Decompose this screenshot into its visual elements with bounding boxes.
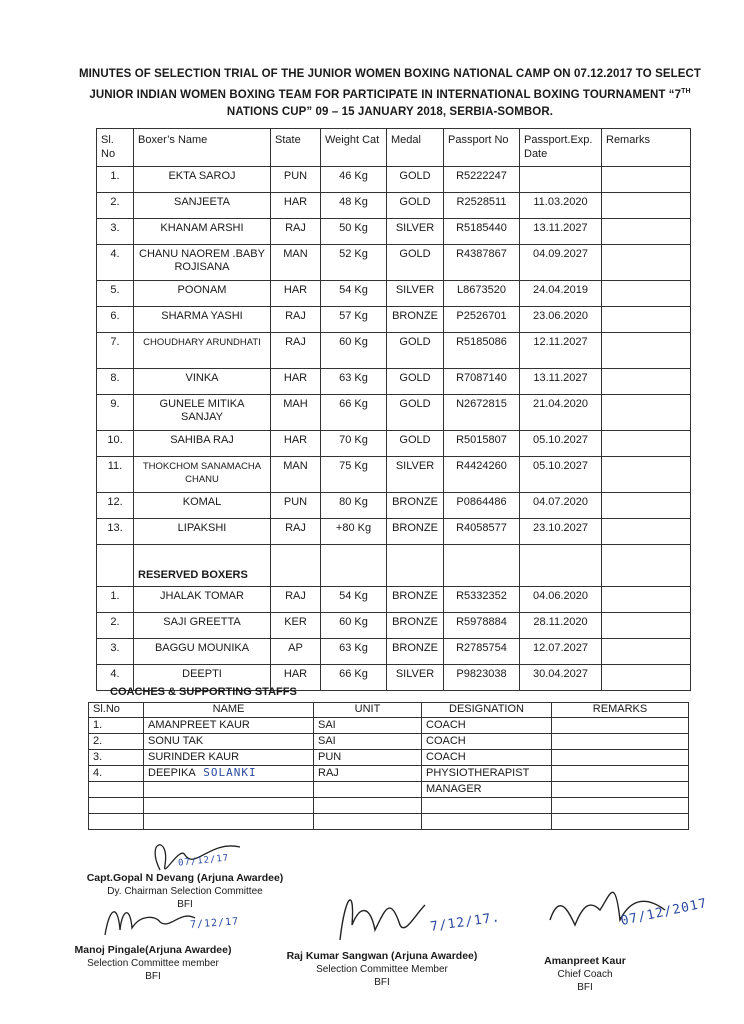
table-row (97, 431, 691, 457)
staff-empty-cell (422, 814, 552, 830)
staff-empty-cell (314, 798, 422, 814)
table-header-row (97, 129, 691, 167)
staff-cell-designation: MANAGER (422, 782, 552, 798)
reserved-row (97, 639, 691, 665)
signatory-manoj-name: Manoj Pingale(Arjuna Awardee) (74, 944, 232, 956)
table-row (97, 193, 691, 219)
signature-gopal-date: 07/12/17 (177, 853, 230, 869)
cell-slno: 12. (97, 493, 134, 519)
cell-boxer-name: SAJI GREETTA (134, 613, 271, 639)
staff-empty-cell (314, 814, 422, 830)
cell-boxer-name: JHALAK TOMAR (134, 587, 271, 613)
cell-slno: 1. (97, 587, 134, 613)
cell-weight: 46 Kg (321, 167, 387, 193)
cell-weight: 63 Kg (321, 369, 387, 395)
spacer-cell (387, 545, 444, 587)
staff-header-remarks: REMARKS (552, 703, 689, 718)
document-title (70, 66, 710, 121)
staff-row (89, 750, 689, 766)
cell-exp-date: 23.10.2027 (520, 519, 602, 545)
cell-weight: 52 Kg (321, 245, 387, 281)
cell-medal: BRONZE (387, 307, 444, 333)
reserved-header-row (97, 545, 691, 587)
cell-slno: 6. (97, 307, 134, 333)
cell-medal: BRONZE (387, 639, 444, 665)
cell-state: HAR (271, 665, 321, 691)
cell-remarks (602, 519, 691, 545)
table-row (97, 457, 691, 493)
cell-exp-date: 12.11.2027 (520, 333, 602, 369)
staff-cell-name: DEEPIKA SOLANKI (144, 766, 314, 782)
cell-exp-date: 05.10.2027 (520, 457, 602, 493)
table-row (97, 167, 691, 193)
cell-state: AP (271, 639, 321, 665)
cell-medal: GOLD (387, 369, 444, 395)
signatory-rajkumar-org: BFI (374, 977, 390, 988)
reserved-row (97, 613, 691, 639)
staff-cell-remarks (552, 750, 689, 766)
cell-remarks (602, 281, 691, 307)
cell-state: RAJ (271, 307, 321, 333)
cell-boxer-name: GUNELE MITIKA SANJAY (134, 395, 271, 431)
staff-cell-unit: SAI (314, 718, 422, 734)
cell-weight: 63 Kg (321, 639, 387, 665)
cell-medal: SILVER (387, 281, 444, 307)
cell-slno: 1. (97, 167, 134, 193)
cell-remarks (602, 307, 691, 333)
cell-slno: 8. (97, 369, 134, 395)
cell-remarks (602, 613, 691, 639)
cell-state: KER (271, 613, 321, 639)
cell-state: RAJ (271, 587, 321, 613)
cell-weight: 48 Kg (321, 193, 387, 219)
signature-amanpreet-date: 07/12/2017 (619, 895, 709, 930)
spacer-cell (602, 545, 691, 587)
cell-passport: R4424260 (444, 457, 520, 493)
cell-passport: R4058577 (444, 519, 520, 545)
cell-state: HAR (271, 369, 321, 395)
signatory-rajkumar-name: Raj Kumar Sangwan (Arjuna Awardee) (286, 950, 478, 962)
table-row (97, 395, 691, 431)
cell-passport: R5222247 (444, 167, 520, 193)
staff-cell-unit: RAJ (314, 766, 422, 782)
cell-weight: 57 Kg (321, 307, 387, 333)
staff-empty-cell (552, 798, 689, 814)
staff-cell-slno: 3. (89, 750, 144, 766)
table-row (97, 307, 691, 333)
staff-cell-remarks (552, 782, 689, 798)
cell-weight: 60 Kg (321, 333, 387, 369)
cell-slno: 10. (97, 431, 134, 457)
staff-cell-unit: PUN (314, 750, 422, 766)
cell-weight: 50 Kg (321, 219, 387, 245)
cell-medal: BRONZE (387, 493, 444, 519)
staff-row (89, 782, 689, 798)
table-row (97, 281, 691, 307)
staff-cell-designation: COACH (422, 750, 552, 766)
staff-row (89, 718, 689, 734)
cell-passport: R5185440 (444, 219, 520, 245)
cell-medal: GOLD (387, 193, 444, 219)
cell-exp-date: 05.10.2027 (520, 431, 602, 457)
cell-exp-date: 12.07.2027 (520, 639, 602, 665)
cell-medal: SILVER (387, 457, 444, 493)
cell-weight: 54 Kg (321, 587, 387, 613)
staff-cell-slno: 2. (89, 734, 144, 750)
header-name: Boxer’s Name (134, 129, 271, 167)
cell-state: RAJ (271, 519, 321, 545)
cell-boxer-name: POONAM (134, 281, 271, 307)
table-row (97, 245, 691, 281)
cell-state: MAN (271, 457, 321, 493)
reserved-row (97, 587, 691, 613)
cell-passport: P2526701 (444, 307, 520, 333)
cell-state: RAJ (271, 333, 321, 369)
cell-exp-date: 13.11.2027 (520, 369, 602, 395)
signature-manoj-date: 7/12/17 (189, 916, 240, 931)
header-slno: Sl. No (97, 129, 134, 167)
signatory-rajkumar-role: Selection Committee Member (316, 964, 448, 975)
staff-cell-name (144, 782, 314, 798)
cell-exp-date: 21.04.2020 (520, 395, 602, 431)
cell-boxer-name: LIPAKSHI (134, 519, 271, 545)
table-row (97, 369, 691, 395)
cell-weight: 70 Kg (321, 431, 387, 457)
cell-medal: BRONZE (387, 519, 444, 545)
staff-header-row (89, 703, 689, 718)
cell-medal: BRONZE (387, 613, 444, 639)
staff-empty-cell (144, 798, 314, 814)
staff-header-unit: UNIT (314, 703, 422, 718)
header-state: State (271, 129, 321, 167)
cell-remarks (602, 369, 691, 395)
cell-passport: N2672815 (444, 395, 520, 431)
cell-boxer-name: VINKA (134, 369, 271, 395)
cell-passport: R2785754 (444, 639, 520, 665)
cell-remarks (602, 665, 691, 691)
spacer-cell (444, 545, 520, 587)
cell-boxer-name: KHANAM ARSHI (134, 219, 271, 245)
staff-header-designation: DESIGNATION (422, 703, 552, 718)
cell-boxer-name: EKTA SAROJ (134, 167, 271, 193)
cell-boxer-name: DEEPTI (134, 665, 271, 691)
staff-cell-designation: COACH (422, 718, 552, 734)
cell-slno: 3. (97, 219, 134, 245)
signatory-manoj-org: BFI (145, 971, 161, 982)
cell-slno: 4. (97, 245, 134, 281)
cell-weight: 66 Kg (321, 395, 387, 431)
table-row (97, 333, 691, 369)
cell-state: HAR (271, 193, 321, 219)
spacer-cell (271, 545, 321, 587)
cell-passport: P9823038 (444, 665, 520, 691)
staff-cell-remarks (552, 718, 689, 734)
cell-passport: P0864486 (444, 493, 520, 519)
cell-passport: R5015807 (444, 431, 520, 457)
cell-remarks (602, 457, 691, 493)
staff-cell-designation: COACH (422, 734, 552, 750)
cell-passport: R4387867 (444, 245, 520, 281)
cell-exp-date: 13.11.2027 (520, 219, 602, 245)
cell-passport: R5978884 (444, 613, 520, 639)
cell-slno: 5. (97, 281, 134, 307)
staff-cell-remarks (552, 766, 689, 782)
header-weight: Weight Cat (321, 129, 387, 167)
boxers-table (96, 128, 691, 691)
cell-slno: 2. (97, 193, 134, 219)
signature-rajkumar-date: 7/12/17. (429, 910, 502, 935)
signatory-amanpreet-name: Amanpreet Kaur (544, 955, 626, 967)
spacer-cell (321, 545, 387, 587)
cell-boxer-name: SHARMA YASHI (134, 307, 271, 333)
staff-cell-slno: 4. (89, 766, 144, 782)
staff-table-body (89, 718, 689, 830)
staff-header-slno: Sl.No (89, 703, 144, 718)
cell-slno: 2. (97, 613, 134, 639)
cell-exp-date: 24.04.2019 (520, 281, 602, 307)
header-passport: Passport No (444, 129, 520, 167)
cell-medal: SILVER (387, 665, 444, 691)
cell-state: RAJ (271, 219, 321, 245)
staff-empty-cell (552, 814, 689, 830)
staff-row (89, 734, 689, 750)
cell-state: MAN (271, 245, 321, 281)
cell-state: PUN (271, 167, 321, 193)
cell-remarks (602, 193, 691, 219)
cell-slno: 3. (97, 639, 134, 665)
cell-exp-date: 04.09.2027 (520, 245, 602, 281)
cell-exp-date: 30.04.2027 (520, 665, 602, 691)
signatory-gopal-name: Capt.Gopal N Devang (Arjuna Awardee) (86, 872, 284, 884)
cell-weight: 80 Kg (321, 493, 387, 519)
cell-medal: GOLD (387, 245, 444, 281)
signatory-gopal-role: Dy. Chairman Selection Committee (107, 886, 263, 897)
cell-remarks (602, 431, 691, 457)
signatory-gopal-org: BFI (177, 899, 193, 910)
cell-slno: 13. (97, 519, 134, 545)
cell-exp-date: 11.03.2020 (520, 193, 602, 219)
staff-empty-cell (144, 814, 314, 830)
cell-weight: +80 Kg (321, 519, 387, 545)
signatory-amanpreet-role: Chief Coach (557, 969, 613, 980)
signature-rajkumar (330, 885, 430, 945)
cell-remarks (602, 587, 691, 613)
cell-slno: 9. (97, 395, 134, 431)
signatory-rajkumar (282, 950, 482, 989)
header-remarks: Remarks (602, 129, 691, 167)
staff-table (88, 702, 689, 830)
cell-boxer-name: CHANU NAOREM .BABY ROJISANA (134, 245, 271, 281)
spacer-cell (520, 545, 602, 587)
signatory-amanpreet-org: BFI (577, 982, 593, 993)
cell-boxer-name: KOMAL (134, 493, 271, 519)
cell-medal: GOLD (387, 167, 444, 193)
spacer-cell (97, 545, 134, 587)
title-line-2: JUNIOR INDIAN WOMEN BOXING TEAM FOR PARTICIPATE IN INTERNATIONAL BOXING TOURNAMENT “7TH (89, 88, 691, 101)
staff-cell-designation: PHYSIOTHERAPIST (422, 766, 552, 782)
cell-state: PUN (271, 493, 321, 519)
signatory-manoj-role: Selection Committee member (87, 958, 219, 969)
cell-state: MAH (271, 395, 321, 431)
table-row (97, 493, 691, 519)
cell-weight: 54 Kg (321, 281, 387, 307)
cell-weight: 60 Kg (321, 613, 387, 639)
table-row (97, 219, 691, 245)
cell-exp-date: 04.06.2020 (520, 587, 602, 613)
cell-slno: 7. (97, 333, 134, 369)
header-exp-date: Passport.Exp. Date (520, 129, 602, 167)
staff-cell-name: SONU TAK (144, 734, 314, 750)
cell-exp-date (520, 167, 602, 193)
title-line-3: NATIONS CUP” 09 – 15 JANUARY 2018, SERBIA-SOMBOR. (226, 105, 554, 118)
cell-slno: 11. (97, 457, 134, 493)
staff-empty-cell (89, 798, 144, 814)
cell-passport: R7087140 (444, 369, 520, 395)
staff-empty-cell (422, 798, 552, 814)
cell-state: HAR (271, 281, 321, 307)
staff-cell-slno (89, 782, 144, 798)
cell-slno: 4. (97, 665, 134, 691)
cell-passport: L8673520 (444, 281, 520, 307)
cell-remarks (602, 639, 691, 665)
staff-cell-slno: 1. (89, 718, 144, 734)
header-medal: Medal (387, 129, 444, 167)
cell-remarks (602, 333, 691, 369)
staff-cell-unit (314, 782, 422, 798)
cell-remarks (602, 219, 691, 245)
cell-boxer-name: BAGGU MOUNIKA (134, 639, 271, 665)
handwritten-surname: SOLANKI (195, 766, 257, 779)
cell-exp-date: 04.07.2020 (520, 493, 602, 519)
signature-amanpreet (545, 870, 675, 940)
staff-cell-unit: SAI (314, 734, 422, 750)
table-row (97, 519, 691, 545)
cell-medal: GOLD (387, 395, 444, 431)
staff-row (89, 766, 689, 782)
cell-remarks (602, 245, 691, 281)
staff-header-name: NAME (144, 703, 314, 718)
staff-cell-name: AMANPREET KAUR (144, 718, 314, 734)
signatory-manoj (58, 944, 248, 983)
staff-empty-cell (89, 814, 144, 830)
cell-boxer-name: THOKCHOM SANAMACHA CHANU (134, 457, 271, 493)
staff-cell-remarks (552, 734, 689, 750)
cell-boxer-name: SAHIBA RAJ (134, 431, 271, 457)
cell-boxer-name: SANJEETA (134, 193, 271, 219)
staff-empty-row (89, 798, 689, 814)
title-line-1: MINUTES OF SELECTION TRIAL OF THE JUNIOR WOMEN BOXING NATIONAL CAMP ON 07.12.2017 TO SELECT (78, 68, 702, 80)
cell-remarks (602, 395, 691, 431)
cell-exp-date: 23.06.2020 (520, 307, 602, 333)
cell-passport: R5185086 (444, 333, 520, 369)
boxers-table-body (97, 167, 691, 691)
cell-exp-date: 28.11.2020 (520, 613, 602, 639)
staff-empty-row (89, 814, 689, 830)
cell-passport: R2528511 (444, 193, 520, 219)
cell-boxer-name: CHOUDHARY ARUNDHATI (134, 333, 271, 369)
cell-remarks (602, 493, 691, 519)
cell-medal: GOLD (387, 431, 444, 457)
cell-weight: 66 Kg (321, 665, 387, 691)
cell-remarks (602, 167, 691, 193)
cell-weight: 75 Kg (321, 457, 387, 493)
cell-medal: SILVER (387, 219, 444, 245)
cell-state: HAR (271, 431, 321, 457)
cell-passport: R5332352 (444, 587, 520, 613)
reserved-boxers-label: RESERVED BOXERS (134, 545, 271, 587)
signatory-amanpreet (530, 955, 640, 994)
cell-medal: BRONZE (387, 587, 444, 613)
cell-medal: GOLD (387, 333, 444, 369)
staff-heading: COACHES & SUPPORTING STAFFS (110, 686, 297, 698)
staff-cell-name: SURINDER KAUR (144, 750, 314, 766)
